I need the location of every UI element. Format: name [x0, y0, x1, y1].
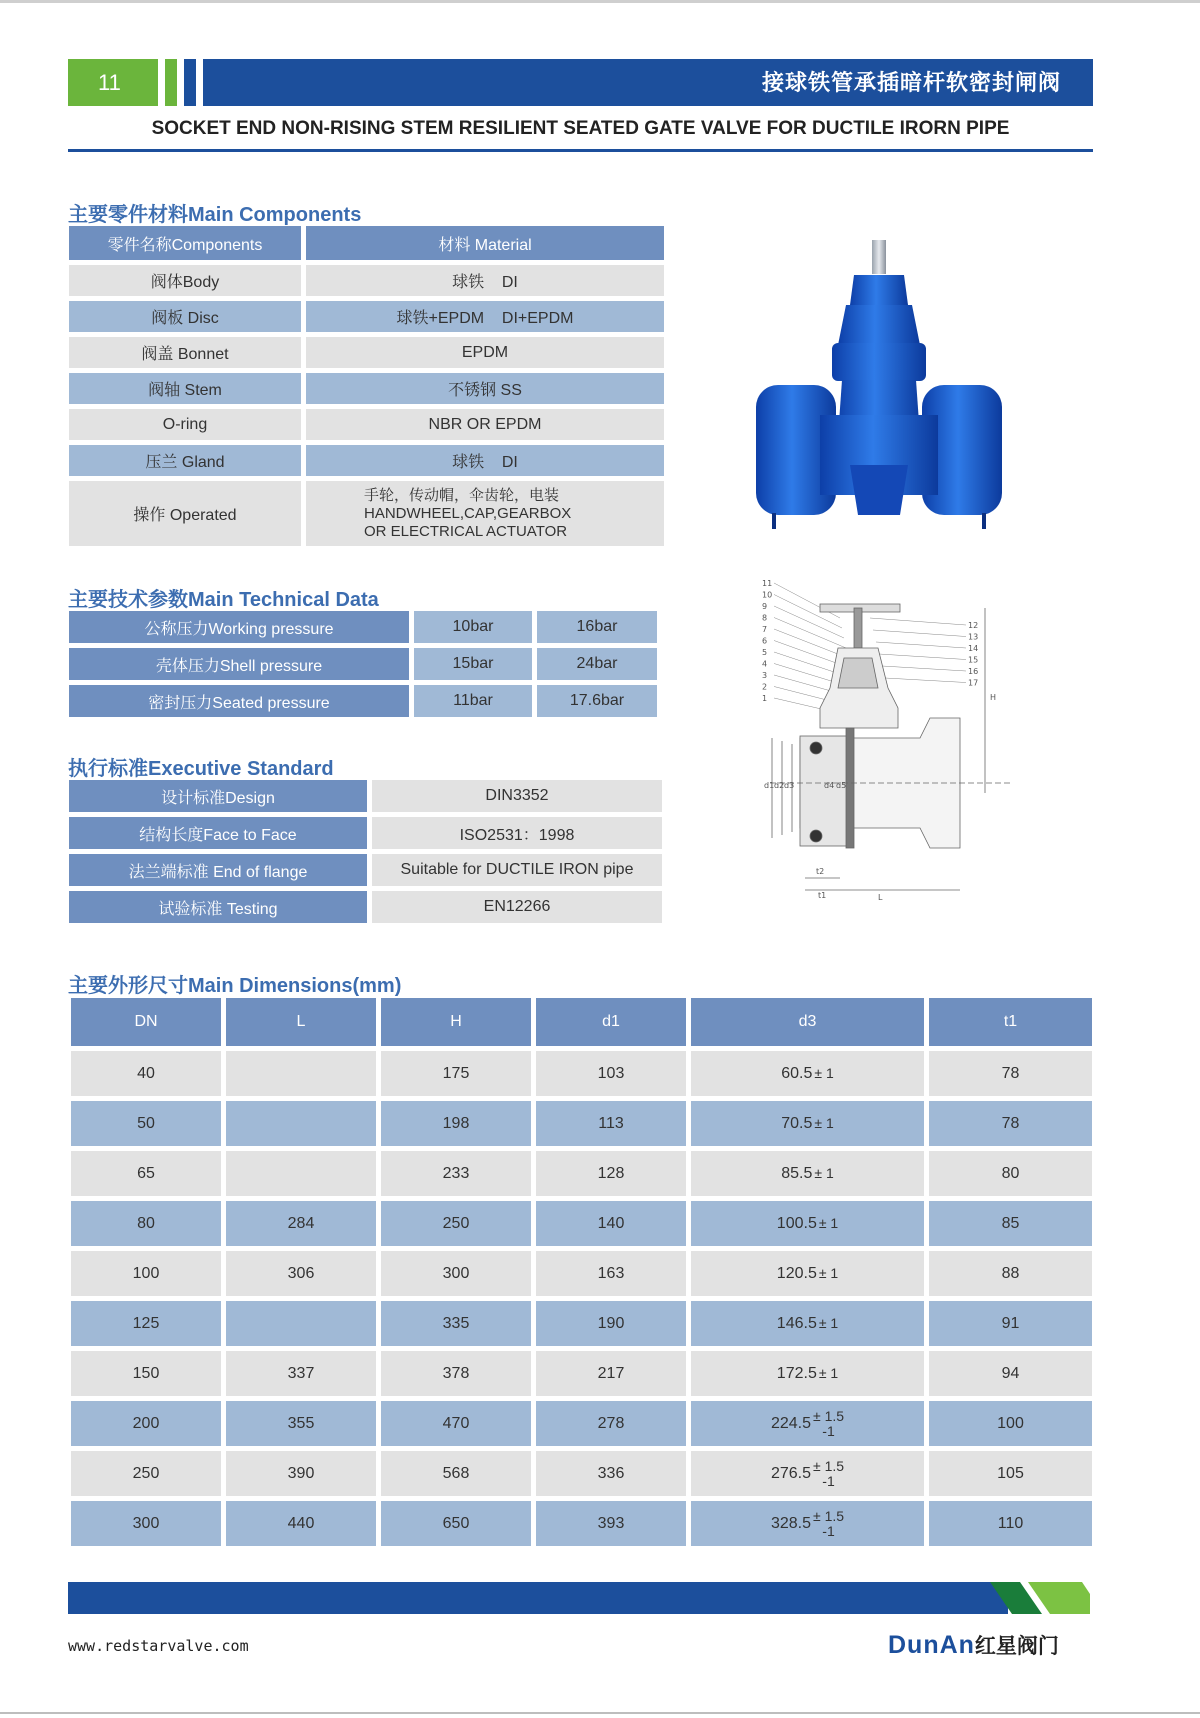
brand-name-en: DunAn [888, 1631, 975, 1659]
cell-dn: 125 [71, 1301, 221, 1346]
standard-row [69, 891, 662, 923]
footer-stripes [990, 1582, 1090, 1614]
tolerance-upper: ± 1.5 [813, 1407, 845, 1424]
d3-tolerance [814, 1066, 833, 1081]
cell-t1: 78 [929, 1101, 1092, 1146]
dimensions-row [71, 1501, 1092, 1546]
col-header-t1: t1 [929, 998, 1092, 1046]
components-header-row [69, 226, 664, 260]
d3-value: 60.5 [781, 1064, 813, 1082]
tolerance-upper: ± 1.5 [813, 1457, 845, 1474]
component-material: EPDM [306, 337, 664, 368]
cell-dn: 200 [71, 1401, 221, 1446]
operated-line: HANDWHEEL,CAP,GEARBOX [364, 504, 572, 522]
cell-t1: 80 [929, 1151, 1092, 1196]
dimensions-row [71, 1251, 1092, 1296]
drawing-label-l: L [878, 893, 883, 902]
d3-tolerance [819, 1316, 838, 1331]
component-row [69, 409, 664, 440]
callout-label: 8 [762, 613, 768, 623]
header-stripe-green [165, 59, 177, 106]
standard-title: 执行标准Executive Standard [68, 758, 334, 780]
cell-t1: 91 [929, 1301, 1092, 1346]
technical-value-pn10: 11bar [414, 685, 532, 717]
technical-title: 主要技术参数Main Technical Data [68, 589, 379, 611]
callout-label: 7 [762, 625, 768, 634]
cell-dn: 50 [71, 1101, 221, 1146]
standard-row [69, 854, 662, 886]
d3-value: 172.5 [776, 1364, 817, 1382]
component-row-operated [69, 481, 664, 546]
cell-d1: 128 [536, 1151, 686, 1196]
title-cn: 接球铁管承插暗杆软密封闸阀 [203, 59, 1093, 106]
col-header-d1: d1 [536, 998, 686, 1046]
cell-dn: 65 [71, 1151, 221, 1196]
cell-l [226, 1301, 376, 1346]
component-name: 阀盖 Bonnet [69, 337, 301, 368]
drawing-label-d4: d4 [824, 781, 835, 790]
technical-value-pn16: 16bar [537, 611, 657, 643]
tolerance-upper: ± 1 [818, 1314, 839, 1331]
standard-label: 法兰端标准 End of flange [69, 854, 367, 886]
cell-d1: 140 [536, 1201, 686, 1246]
operated-line: 手轮，传动帽，伞齿轮，电装 [364, 486, 560, 504]
cell-d3 [691, 1201, 924, 1246]
callout-leader [885, 678, 966, 683]
technical-row [69, 611, 657, 643]
callout-label: 15 [968, 655, 979, 665]
cell-dn: 100 [71, 1251, 221, 1296]
col-header-dn: DN [71, 998, 221, 1046]
standard-label: 设计标准Design [69, 780, 367, 812]
callout-label: 6 [762, 636, 768, 646]
callout-label: 17 [968, 678, 979, 688]
technical-row [69, 685, 657, 717]
component-row [69, 265, 664, 296]
cell-d1: 103 [536, 1051, 686, 1096]
callout-label: 14 [968, 644, 979, 653]
technical-value-pn16: 17.6bar [537, 685, 657, 717]
d3-tolerance [813, 1459, 844, 1489]
dimensions-row [71, 1051, 1092, 1096]
cell-h: 233 [381, 1151, 531, 1196]
callout-leader [882, 666, 966, 671]
callout-leader [879, 654, 966, 660]
tolerance-upper: ± 1 [818, 1264, 839, 1281]
valve-product-image [750, 235, 1010, 550]
title-en: SOCKET END NON-RISING STEM RESILIENT SEATED GATE VALVE FOR DUCTILE IRORN PIPE [151, 118, 1010, 139]
dimensions-row [71, 1351, 1092, 1396]
technical-value-pn10: 10bar [414, 611, 532, 643]
header-stripe-blue [184, 59, 196, 106]
cell-d3 [691, 1401, 924, 1446]
dimensions-row [71, 1201, 1092, 1246]
standard-value: ISO2531：1998 [372, 817, 662, 849]
component-name: 压兰 Gland [69, 445, 301, 476]
cell-dn: 80 [71, 1201, 221, 1246]
cell-l [226, 1151, 376, 1196]
cell-d3 [691, 1351, 924, 1396]
component-material: 球铁+EPDM DI+EPDM [306, 301, 664, 332]
cell-h: 250 [381, 1201, 531, 1246]
component-material: NBR OR EPDM [306, 409, 664, 440]
cell-d1: 113 [536, 1101, 686, 1146]
drawing-label-d2: d2 [774, 781, 785, 790]
cell-d1: 163 [536, 1251, 686, 1296]
dimensions-row [71, 1151, 1092, 1196]
d3-value: 85.5 [781, 1164, 813, 1182]
d3-value: 100.5 [776, 1214, 817, 1232]
drawing-label-h: H [990, 693, 997, 702]
cell-l [226, 1101, 376, 1146]
cell-l: 284 [226, 1201, 376, 1246]
cell-h: 470 [381, 1401, 531, 1446]
cell-t1: 78 [929, 1051, 1092, 1096]
cell-d3 [691, 1051, 924, 1096]
components-header-material: 材料 Material [306, 226, 664, 260]
technical-value-pn16: 24bar [537, 648, 657, 680]
standard-value: Suitable for DUCTILE IRON pipe [372, 854, 662, 886]
dimensions-row [71, 1451, 1092, 1496]
standard-row [69, 817, 662, 849]
dimensions-row [71, 1301, 1092, 1346]
d3-tolerance [819, 1216, 838, 1231]
valve-section-drawing [760, 578, 1020, 913]
cell-d3 [691, 1251, 924, 1296]
cell-dn: 150 [71, 1351, 221, 1396]
component-name: 阀轴 Stem [69, 373, 301, 404]
top-border [0, 0, 1200, 3]
callout-label: 2 [762, 682, 768, 692]
page-number: 11 [68, 59, 158, 106]
cell-l: 355 [226, 1401, 376, 1446]
tolerance-upper: ± 1.5 [813, 1507, 845, 1524]
component-row [69, 445, 664, 476]
callout-label: 1 [762, 694, 768, 703]
technical-label: 密封压力Seated pressure [69, 685, 409, 717]
tolerance-upper: ± 1 [814, 1164, 834, 1181]
cell-d1: 393 [536, 1501, 686, 1546]
d3-tolerance [819, 1266, 838, 1281]
callout-leader [774, 583, 840, 618]
technical-value-pn10: 15bar [414, 648, 532, 680]
callout-label: 9 [762, 602, 768, 611]
d3-value: 120.5 [776, 1264, 817, 1282]
callout-label: 10 [762, 590, 773, 600]
d3-value: 70.5 [781, 1114, 813, 1132]
drawing-callouts-right [870, 618, 978, 688]
cell-d3 [691, 1451, 924, 1496]
brand-logo [888, 1630, 1059, 1660]
cell-l: 440 [226, 1501, 376, 1546]
cell-dn: 40 [71, 1051, 221, 1096]
dimensions-header-row [71, 998, 1092, 1046]
col-header-l: L [226, 998, 376, 1046]
cell-l: 337 [226, 1351, 376, 1396]
cell-h: 650 [381, 1501, 531, 1546]
cell-l: 306 [226, 1251, 376, 1296]
cell-d3 [691, 1301, 924, 1346]
components-title: 主要零件材料Main Components [68, 204, 362, 226]
col-header-d3: d3 [691, 998, 924, 1046]
cell-d3 [691, 1151, 924, 1196]
tolerance-upper: ± 1 [818, 1364, 839, 1381]
cell-h: 378 [381, 1351, 531, 1396]
drawing-label-d5: d5 [836, 781, 847, 790]
cell-d1: 336 [536, 1451, 686, 1496]
tolerance-upper: ± 1 [814, 1064, 834, 1081]
drawing-label-t1: t1 [818, 891, 827, 900]
cell-t1: 85 [929, 1201, 1092, 1246]
operated-label: 操作 Operated [69, 481, 301, 546]
technical-row [69, 648, 657, 680]
standard-value: EN12266 [372, 891, 662, 923]
cell-t1: 110 [929, 1501, 1092, 1546]
cell-d1: 278 [536, 1401, 686, 1446]
drawing-label-d3: d3 [784, 781, 795, 790]
standard-row [69, 780, 662, 812]
standard-table [64, 775, 667, 928]
d3-tolerance [814, 1166, 833, 1181]
brand-name-cn: 红星阀门 [974, 1635, 1059, 1658]
dimensions-table [66, 993, 1097, 1551]
component-row [69, 301, 664, 332]
dimensions-title: 主要外形尺寸Main Dimensions(mm) [68, 975, 402, 997]
tolerance-lower: -1 [822, 1522, 835, 1539]
component-row [69, 373, 664, 404]
callout-leader [774, 618, 846, 649]
d3-tolerance [813, 1409, 844, 1439]
component-material: 球铁 DI [306, 445, 664, 476]
components-header-name: 零件名称Components [69, 226, 301, 260]
standard-label: 结构长度Face to Face [69, 817, 367, 849]
cell-d3 [691, 1101, 924, 1146]
components-table [64, 221, 669, 551]
dimensions-row [71, 1101, 1092, 1146]
bottom-border [0, 1712, 1200, 1714]
cell-t1: 105 [929, 1451, 1092, 1496]
callout-leader [870, 618, 966, 625]
cell-d3 [691, 1501, 924, 1546]
tolerance-upper: ± 1 [818, 1214, 839, 1231]
header-rule [68, 149, 1093, 152]
callout-leader [873, 630, 966, 637]
drawing-label-d1: d1 [764, 781, 775, 790]
component-name: O-ring [69, 409, 301, 440]
cell-h: 175 [381, 1051, 531, 1096]
standard-value: DIN3352 [372, 780, 662, 812]
d3-tolerance [819, 1366, 838, 1381]
technical-table [64, 606, 662, 722]
cell-h: 198 [381, 1101, 531, 1146]
callout-label: 4 [762, 659, 768, 669]
callout-label: 11 [762, 579, 773, 588]
d3-value: 224.5 [770, 1414, 811, 1432]
d3-tolerance [814, 1116, 833, 1131]
d3-value: 146.5 [776, 1314, 817, 1332]
d3-value: 276.5 [770, 1464, 811, 1482]
component-name: 阀板 Disc [69, 301, 301, 332]
cell-dn: 250 [71, 1451, 221, 1496]
cell-d1: 190 [536, 1301, 686, 1346]
cell-h: 335 [381, 1301, 531, 1346]
cell-l: 390 [226, 1451, 376, 1496]
technical-label: 壳体压力Shell pressure [69, 648, 409, 680]
footer-url[interactable]: www.redstarvalve.com [68, 1637, 249, 1655]
cell-l [226, 1051, 376, 1096]
d3-tolerance [813, 1509, 844, 1539]
tolerance-lower: -1 [822, 1422, 835, 1439]
dimensions-row [71, 1401, 1092, 1446]
cell-h: 300 [381, 1251, 531, 1296]
component-material: 不锈钢 SS [306, 373, 664, 404]
callout-label: 5 [762, 648, 768, 657]
callout-label: 13 [968, 632, 979, 642]
cell-dn: 300 [71, 1501, 221, 1546]
drawing-label-t2: t2 [816, 867, 825, 876]
cell-t1: 88 [929, 1251, 1092, 1296]
component-name: 阀体Body [69, 265, 301, 296]
cell-h: 568 [381, 1451, 531, 1496]
technical-label: 公称压力Working pressure [69, 611, 409, 643]
tolerance-upper: ± 1 [814, 1114, 834, 1131]
col-header-h: H [381, 998, 531, 1046]
d3-value: 328.5 [770, 1514, 811, 1532]
callout-label: 3 [762, 671, 768, 680]
operated-options [306, 481, 664, 546]
callout-label: 16 [968, 667, 979, 676]
callout-leader [876, 642, 966, 648]
standard-label: 试验标准 Testing [69, 891, 367, 923]
tolerance-lower: -1 [822, 1472, 835, 1489]
cell-t1: 100 [929, 1401, 1092, 1446]
cell-d1: 217 [536, 1351, 686, 1396]
operated-line: OR ELECTRICAL ACTUATOR [364, 522, 568, 540]
footer-bar [68, 1582, 1008, 1614]
cell-t1: 94 [929, 1351, 1092, 1396]
callout-label: 12 [968, 621, 979, 630]
component-row [69, 337, 664, 368]
component-material: 球铁 DI [306, 265, 664, 296]
